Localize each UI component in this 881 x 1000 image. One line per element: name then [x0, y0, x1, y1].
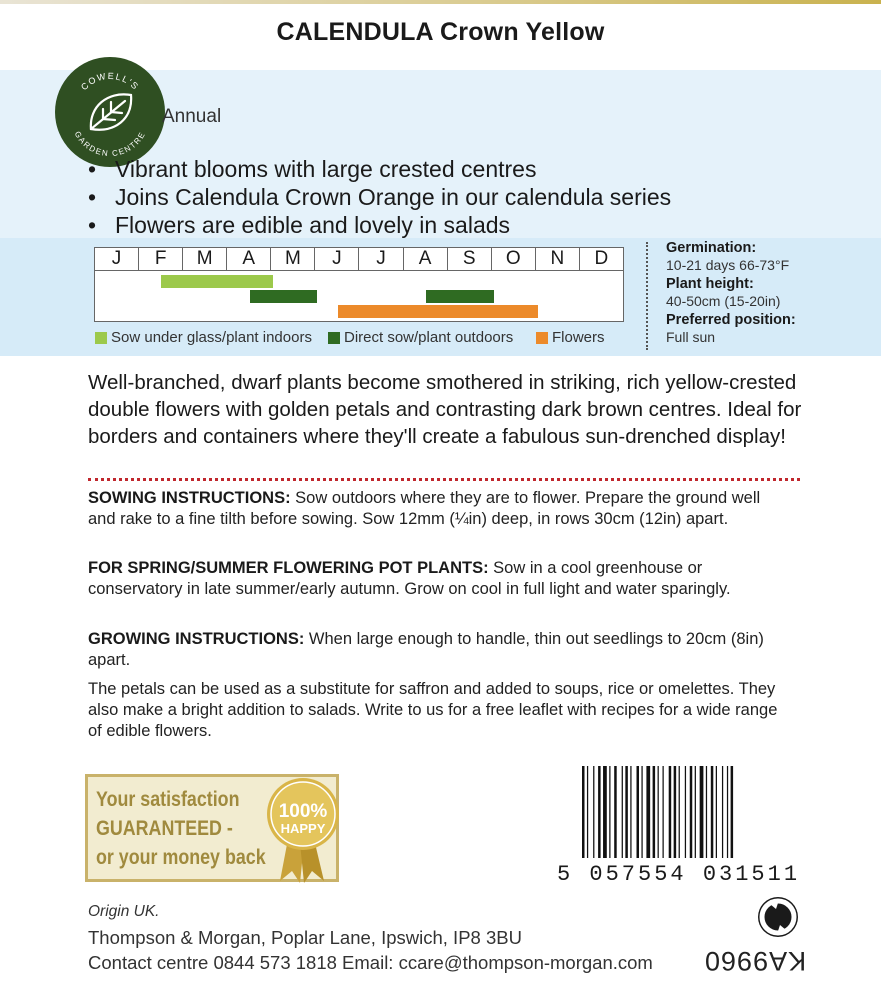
growing-info [666, 240, 796, 348]
info-divider [646, 242, 648, 350]
calendar-bar [250, 290, 317, 303]
description: Well-branched, dwarf plants become smothered in striking, rich yellow-crested double flowers with golden petals and contrasting dark brown centres. Ideal for borders and containers where they'll create a fabulous sun-drenched display! [88, 371, 802, 448]
top-image-strip [0, 0, 881, 4]
month-label: A [404, 248, 448, 270]
barcode-stripe [622, 766, 623, 858]
growing-title: GROWING INSTRUCTIONS: [88, 630, 305, 648]
logo-name: COWELL'S [78, 70, 142, 93]
sowing-title: SOWING INSTRUCTIONS: [88, 489, 291, 507]
satisfaction-guarantee [85, 774, 339, 882]
product-code: KA9960 [704, 946, 807, 976]
address: Thompson & Morgan, Poplar Lane, Ipswich, IP8 3BU [88, 927, 522, 948]
pot-plant-instructions [88, 558, 788, 600]
barcode-stripe [598, 766, 601, 858]
calendar-bar [426, 290, 493, 303]
month-label: O [492, 248, 536, 270]
barcode-stripe [695, 766, 696, 858]
list-item: • Vibrant blooms with large crested centres [88, 156, 537, 182]
barcode-stripe [674, 766, 677, 858]
barcode-stripe [582, 766, 585, 858]
barcode-stripe [716, 766, 717, 858]
month-label: D [594, 248, 609, 269]
month-label: A [227, 248, 271, 270]
month-label: J [315, 248, 359, 270]
green-dot-recycle-icon [757, 896, 799, 938]
growing-text: When large enough to handle, thin out seedlings to 20cm (8in) apart. [88, 630, 764, 669]
plant-type: Annual [162, 106, 222, 127]
happy-badge-icon [258, 769, 348, 889]
legend-sow-indoors: Sow under glass/plant indoors [95, 329, 312, 346]
extra-info: The petals can be used as a substitute for saffron and added to soups, rice or omelettes. They also make a bright addition to salads. Write to us for a free leaflet with recipes for a wide range of edible flowers. [88, 680, 778, 740]
legend-sow-outdoors: Direct sow/plant outdoors [328, 329, 513, 346]
calendar-bar [161, 275, 272, 288]
legend-swatch [95, 332, 107, 344]
position-label: Preferred position: [666, 312, 796, 328]
barcode [580, 766, 790, 866]
logo-subtitle: GARDEN CENTRE [72, 129, 148, 159]
contact-info: Contact centre 0844 573 1818 Email: ccare@thompson-morgan.com [88, 952, 653, 973]
pot-title: FOR SPRING/SUMMER FLOWERING POT PLANTS: [88, 559, 489, 577]
month-label: M [183, 248, 227, 270]
height-value: 40-50cm (15-20in) [666, 293, 781, 309]
barcode-stripe [637, 766, 640, 858]
germination-label: Germination: [666, 240, 757, 256]
barcode-stripe [646, 766, 650, 858]
barcode-stripe [722, 766, 723, 858]
month-label: M [271, 248, 315, 270]
svg-text:GARDEN CENTRE [73, 130, 148, 158]
barcode-stripe [658, 766, 659, 858]
red-dotted-divider [88, 478, 800, 481]
calendar-months [95, 248, 623, 271]
leaf-icon [91, 94, 131, 129]
badge-percent: 100% [278, 801, 328, 822]
barcode-stripe [679, 766, 680, 858]
barcode-stripe [614, 766, 617, 858]
barcode-stripe [685, 766, 686, 858]
logo-graphic [55, 57, 165, 167]
month-label: F [139, 248, 183, 270]
calendar-bar [338, 305, 538, 318]
barcode-stripe [706, 766, 707, 858]
guarantee-text: Your satisfaction GUARANTEED - or your money back [96, 788, 266, 869]
month-label: S [448, 248, 492, 270]
badge-happy: HAPPY [280, 821, 326, 836]
barcode-stripe [727, 766, 728, 858]
legend-swatch [536, 332, 548, 344]
list-item: • Joins Calendula Crown Orange in our calendula series [88, 184, 672, 210]
barcode-stripe [593, 766, 594, 858]
barcode-stripe [653, 766, 656, 858]
position-value: Full sun [666, 329, 716, 345]
sowing-text: Sow outdoors where they are to flower. Prepare the ground well and rake to a fine tilth before sowing. Sow 12mm (¼in) deep, in rows 30cm (12in) apart. [88, 489, 761, 528]
cowells-logo [55, 57, 165, 167]
feature-list [88, 155, 671, 239]
barcode-stripe [669, 766, 672, 858]
barcode-stripe [630, 766, 631, 858]
origin: Origin UK. [88, 903, 160, 920]
month-label: J [95, 248, 139, 270]
page-title: CALENDULA Crown Yellow [276, 18, 605, 46]
barcode-stripe [603, 766, 607, 858]
barcode-number: 5 057554 031511 [557, 862, 801, 887]
barcode-stripe [700, 766, 704, 858]
barcode-stripe [625, 766, 628, 858]
barcode-stripe [641, 766, 642, 858]
germination-value: 10-21 days 66-73°F [666, 257, 790, 273]
legend-swatch [328, 332, 340, 344]
svg-text:COWELL'S [79, 71, 141, 92]
barcode-stripe [609, 766, 610, 858]
sowing-calendar [94, 247, 624, 322]
barcode-stripe [731, 766, 734, 858]
legend-flowers: Flowers [536, 329, 605, 346]
month-label: J [359, 248, 403, 270]
barcode-stripe [587, 766, 588, 858]
pot-text: Sow in a cool greenhouse or conservatory in late summer/early autumn. Grow on cool in full light and water sparingly. [88, 559, 731, 598]
growing-instructions [88, 629, 788, 671]
height-label: Plant height: [666, 276, 754, 292]
list-item: • Flowers are edible and lovely in salads [88, 212, 511, 238]
barcode-stripe [690, 766, 693, 858]
sowing-instructions [88, 488, 788, 530]
month-label: N [536, 248, 580, 270]
barcode-stripe [711, 766, 714, 858]
barcode-stripe [663, 766, 664, 858]
